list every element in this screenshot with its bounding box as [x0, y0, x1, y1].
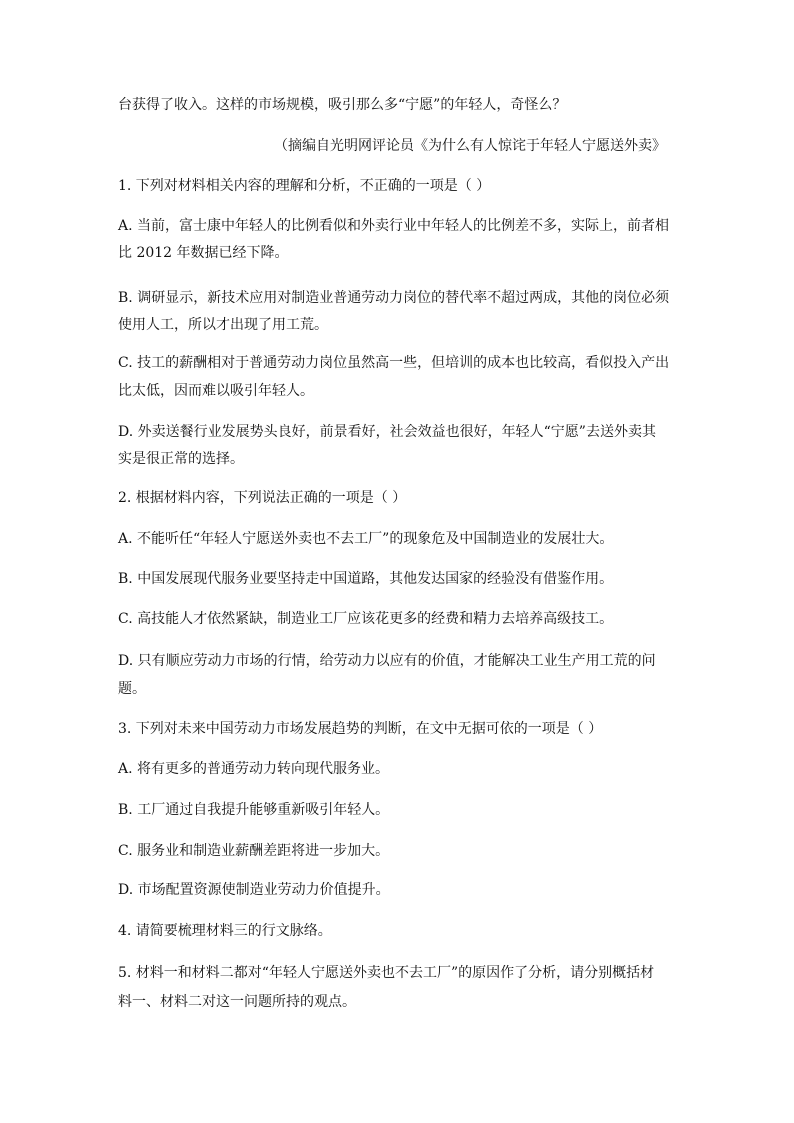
question-2-option-b: B. 中国发展现代服务业要坚持走中国道路，其他发达国家的经验没有借鉴作用。 [118, 571, 614, 587]
question-5-stem-line-1: 5. 材料一和材料二都对“年轻人宁愿送外卖也不去工厂”的原因作了分析，请分别概括材 [118, 965, 655, 981]
question-1-option-a-line-2: 比 2012 年数据已经下降。 [118, 245, 289, 261]
question-1-option-c-line-2: 比太低，因而难以吸引年轻人。 [118, 383, 314, 399]
intro-line: 台获得了收入。这样的市场规模，吸引那么多“宁愿”的年轻人，奇怪么？ [118, 97, 567, 113]
question-1-option-c-line-1: C. 技工的薪酬相对于普通劳动力岗位虽然高一些，但培训的成本也比较高，看似投入产出 [118, 355, 670, 371]
question-3-option-b: B. 工厂通过自我提升能够重新吸引年轻人。 [118, 802, 390, 818]
question-1-option-a-line-1: A. 当前，富士康中年轻人的比例看似和外卖行业中年轻人的比例差不多，实际上，前者相 [118, 218, 670, 234]
question-2-stem: 2. 根据材料内容，下列说法正确的一项是（ ） [118, 490, 407, 506]
question-1-option-d-line-2: 实是很正常的选择。 [118, 451, 244, 467]
question-1-option-b-line-2: 使用人工，所以才出现了用工荒。 [118, 317, 328, 333]
question-3-stem: 3. 下列对未来中国劳动力市场发展趋势的判断，在文中无据可依的一项是（ ） [118, 721, 603, 737]
source-citation: （摘编自光明网评论员《为什么有人惊诧于年轻人宁愿送外卖》 [274, 138, 666, 154]
question-4-stem: 4. 请简要梳理材料三的行文脉络。 [118, 923, 332, 939]
question-2-option-d-line-1: D. 只有顺应劳动力市场的行情，给劳动力以应有的价值，才能解决工业生产用工荒的问 [118, 653, 656, 669]
question-3-option-c: C. 服务业和制造业薪酬差距将进一步加大。 [118, 843, 390, 859]
question-3-option-a: A. 将有更多的普通劳动力转向现代服务业。 [118, 761, 390, 777]
question-1-option-b-line-1: B. 调研显示，新技术应用对制造业普通劳动力岗位的替代率不超过两成，其他的岗位必须 [118, 290, 670, 306]
question-1-option-d-line-1: D. 外卖送餐行业发展势头良好，前景看好，社会效益也很好，年轻人“宁愿”去送外卖其 [118, 424, 656, 440]
question-3-option-d: D. 市场配置资源使制造业劳动力价值提升。 [118, 882, 390, 898]
question-5-stem-line-2: 料一、材料二对这一问题所持的观点。 [118, 994, 356, 1010]
question-2-option-a: A. 不能听任“年轻人宁愿送外卖也不去工厂”的现象危及中国制造业的发展壮大。 [118, 531, 614, 547]
question-2-option-d-line-2: 题。 [118, 681, 146, 697]
question-1-stem: 1. 下列对材料相关内容的理解和分析，不正确的一项是（ ） [118, 178, 491, 194]
question-2-option-c: C. 高技能人才依然紧缺，制造业工厂应该花更多的经费和精力去培养高级技工。 [118, 611, 614, 627]
